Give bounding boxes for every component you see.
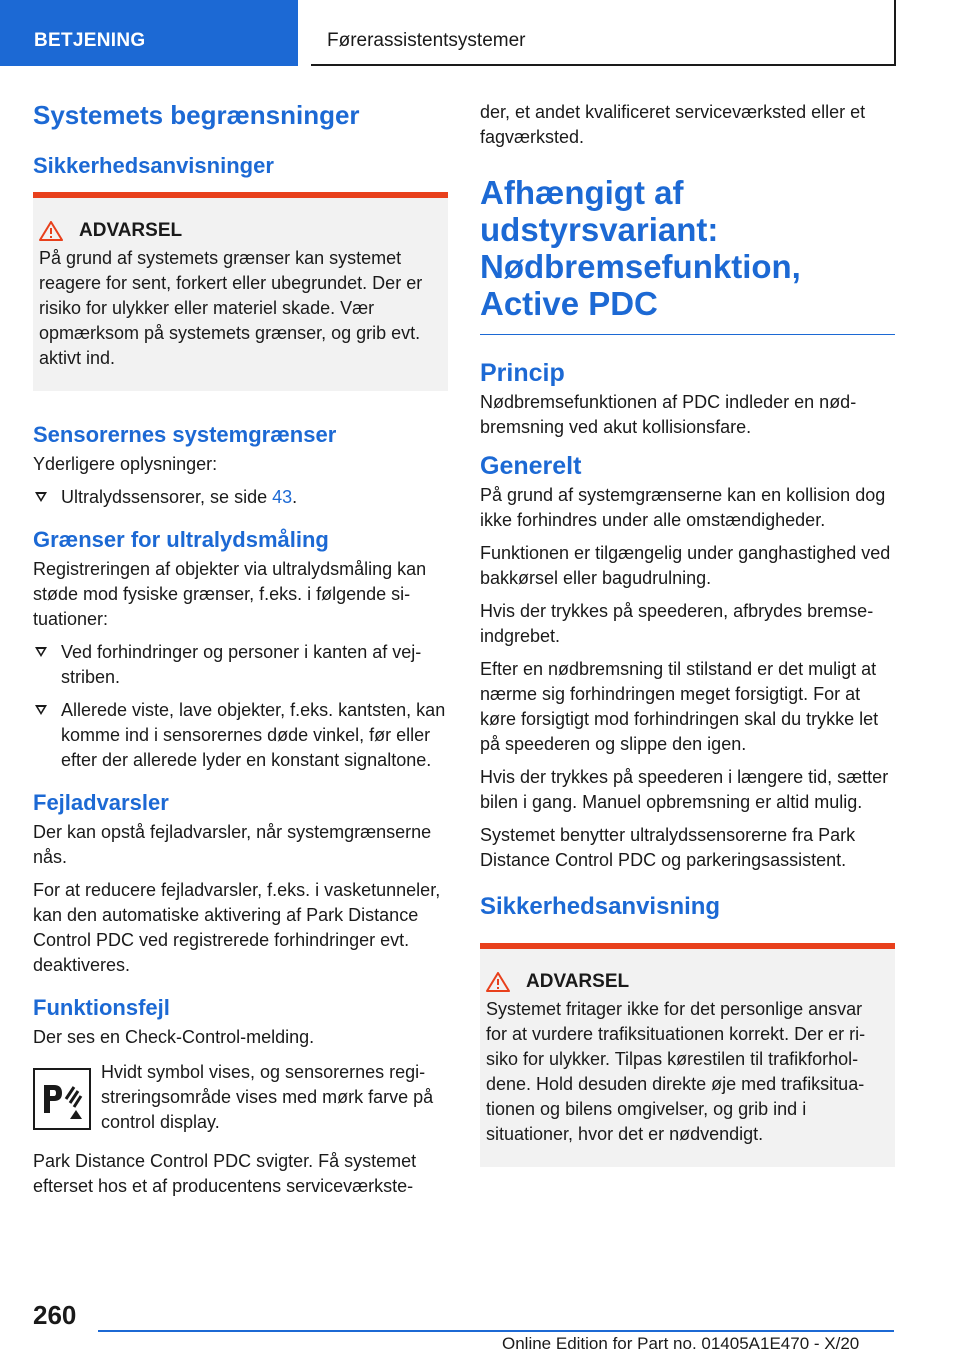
heading-general: Generelt	[480, 452, 582, 480]
page-link[interactable]: 43	[272, 487, 293, 507]
general-p4: Efter en nødbremsning til stilstand er det muligt at nærme sig forhindringen meget forsigtigt. For at køre forsigtigt mod forhindringen skal du trykke let på speederen og slippe den igen.	[480, 659, 879, 754]
warning-title: ADVARSEL	[79, 220, 183, 241]
malfunction-p1: Der ses en Check-Control-melding.	[33, 1027, 315, 1047]
edition-text: Online Edition for Part no. 01405A1E470 - X/20	[502, 1334, 860, 1353]
section-tab	[0, 0, 298, 66]
heading-false-warnings: Fejladvarsler	[33, 790, 169, 815]
warning-box	[480, 943, 895, 1167]
heading-malfunction: Funktionsfejl	[33, 995, 170, 1020]
symbol-row	[33, 1060, 448, 1135]
heading-ultrasound-limits: Grænser for ultralydsmåling	[33, 527, 329, 552]
chapter-label: Førerassistentsystemer	[327, 30, 526, 51]
list-item: Ved forhindringer og personer i kanten af vejstriben.	[33, 640, 448, 690]
park-distance-control-icon	[33, 1068, 91, 1130]
general-p3: Hvis der trykkes på speederen, afbrydes bremseindgrebet.	[480, 601, 874, 646]
feature-title: Afhængigt af udstyrsvariant: Nødbremsefunktion, Active PDC	[480, 174, 801, 322]
sensor-intro: Yderligere oplysninger:	[33, 454, 218, 474]
section-subtitle: Sikkerhedsanvisninger	[33, 153, 274, 178]
continued-text: der, et andet kvalificeret serviceværksted eller et fagværksted.	[480, 102, 866, 147]
warning-text: Systemet fritager ikke for det personlige ansvar for at vurdere trafiksituationen korrekt. Der er risiko for ulykker. Tilpas kørestilen til trafikforholdene. Hold desuden direkte øje med trafiksituationen og bilens omgivelser, og grib ind i situationer, hvor det er nødvendigt.	[486, 999, 866, 1144]
general-p1: På grund af systemgrænserne kan en kollision dog ikke forhindres under alle omstændigheder.	[480, 485, 886, 530]
list-item: Ultralydssensorer, se side 43.	[33, 485, 448, 510]
list-item: Allerede viste, lave objekter, f.eks. kantsten, kan komme ind i sensorernes døde vinkel, før eller efter der allerede lyder en konstant signaltone.	[33, 698, 448, 773]
footer-divider	[98, 1330, 894, 1332]
ultrasound-list	[33, 640, 448, 773]
symbol-text: Hvidt symbol vises, og sensorernes registreringsområde vises med mørk farve på control display.	[101, 1062, 434, 1132]
heading-principle: Princip	[480, 359, 565, 387]
general-p6: Systemet benytter ultralydssensorerne fra Park Distance Control PDC og parkeringsassistent.	[480, 825, 856, 870]
chapter-header	[311, 0, 896, 66]
ultrasound-text: Registreringen af objekter via ultralydsmåling kan støde mod fysiske grænser, f.eks. i følgende situationer:	[33, 559, 427, 629]
heading-sensor-limits: Sensorernes systemgrænser	[33, 422, 337, 447]
left-column	[33, 100, 448, 1207]
heading-safety: Sikkerhedsanvisning	[480, 893, 721, 920]
principle-text: Nødbremsefunktionen af PDC indleder en nødbremsning ved akut kollisionsfare.	[480, 392, 857, 437]
right-column	[480, 100, 895, 1167]
warning-box	[33, 192, 448, 391]
false-warnings-p1: Der kan opstå fejladvarsler, når systemgrænserne nås.	[33, 822, 432, 867]
general-p2: Funktionen er tilgængelig under ganghastighed ved bakkørsel eller bagudrulning.	[480, 543, 891, 588]
warning-triangle-icon	[486, 972, 510, 992]
page-number: 260	[33, 1300, 77, 1330]
section-label: BETJENING	[34, 30, 146, 51]
general-p5: Hvis der trykkes på speederen i længere tid, sætter bilen i gang. Manuel opbremsning er altid mulig.	[480, 767, 889, 812]
page-title: Systemets begrænsninger	[33, 100, 360, 130]
title-divider	[480, 334, 895, 335]
malfunction-p2: Park Distance Control PDC svigter. Få systemet efterset hos et af producentens serviceværkste-	[33, 1151, 417, 1196]
warning-text: På grund af systemets grænser kan systemet reagere for sent, forkert eller ubegrundet. Der er risiko for ulykker eller materiel skade. Vær opmærksom på systemets grænser, og grib evt. aktivt ind.	[39, 248, 423, 368]
warning-title: ADVARSEL	[526, 971, 630, 992]
warning-triangle-icon	[39, 221, 63, 241]
false-warnings-p2: For at reducere fejladvarsler, f.eks. i vasketunneler, kan den automatiske aktivering af Park Distance Control PDC ved registrerede forhindringer evt. deaktiveres.	[33, 880, 441, 975]
sensor-list	[33, 485, 448, 510]
